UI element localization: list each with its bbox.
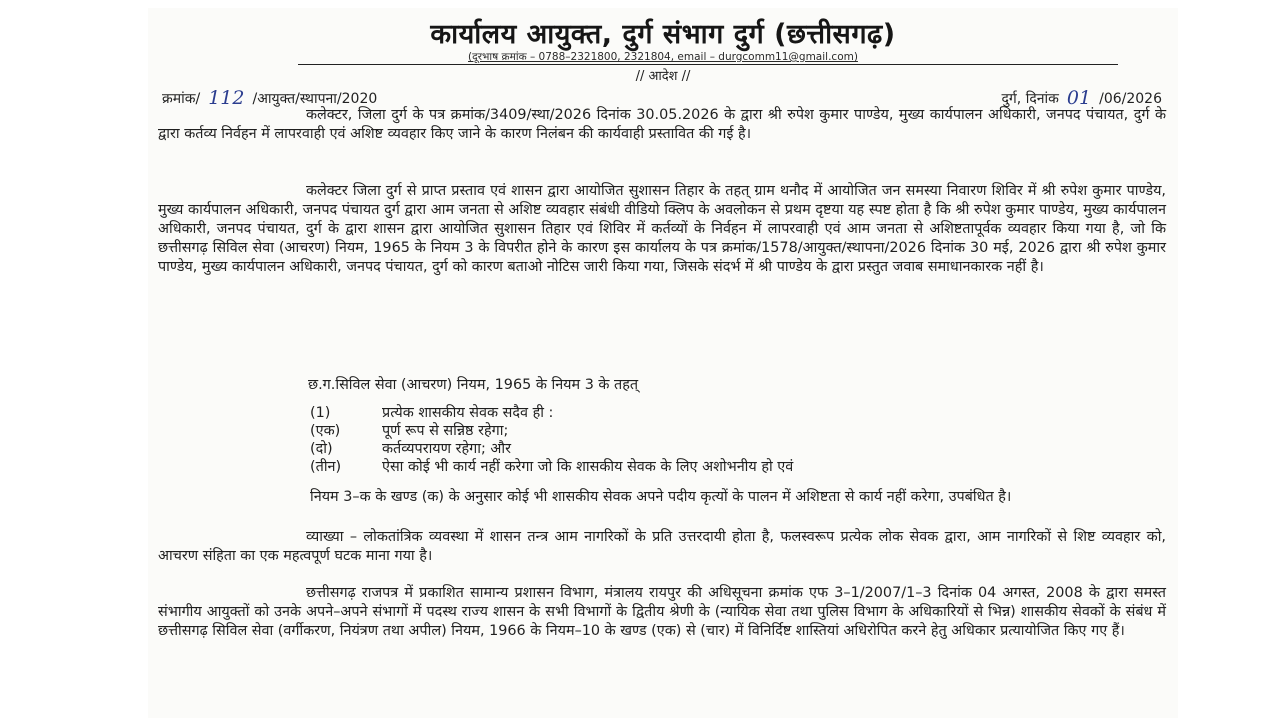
paragraph-2: कलेक्टर जिला दुर्ग से प्राप्त प्रस्ताव एवं शासन द्वारा आयोजित सुशासन तिहार के तहत् ग्राम थनौद में आयोजित जन समस्या निवारण शिविर में श्री रुपेश कुमार पाण्डेय, मुख्य कार्यपालन अधिकारी, जनपद पंचायत दुर्ग द्वारा आम जनता से अशिष्ट व्यवहार संबंधी वीडियो क्लिप के अवलोकन से प्रथम दृष्टया यह स्पष्ट होता है कि श्री रुपेश कुमार पाण्डेय, मुख्य कार्यपालन अधिकारी, जनपद पंचायत, दुर्ग के द्वारा शासन द्वारा आयोजित सुशासन तिहार एवं शिविर में कर्तव्यों के निर्वहन में लापरवाही एवं आम जनता से अशिष्टतापूर्वक व्यवहार किया गया है, जो कि छत्तीसगढ़ सिविल सेवा (आचरण) नियम, 1965 के नियम 3 के विपरीत होने के कारण इस कार्यालय के पत्र क्रमांक/1578/आयुक्त/स्थापना/2026 दिनांक 30 मई, 2026 द्वारा श्री रुपेश कुमार पाण्डेय, मुख्य कार्यपालन अधिकारी, जनपद पंचायत, दुर्ग को कारण बताओ नोटिस जारी किया गया, जिसके संदर्भ में श्री पाण्डेय के द्वारा प्रस्तुत जवाब समाधानकारक नहीं है। bbox=[158, 183, 1166, 275]
reference-suffix: /आयुक्त/स्थापना/2020 bbox=[252, 91, 378, 107]
rule-item-text: कर्तव्यपरायण रहेगा; और bbox=[382, 441, 512, 457]
handwritten-date-day: 01 bbox=[1066, 87, 1092, 109]
rule-item-text: प्रत्येक शासकीय सेवक सदैव ही : bbox=[382, 405, 554, 421]
rule-intro: छ.ग.सिविल सेवा (आचरण) नियम, 1965 के नियम 3 के तहत् bbox=[308, 377, 639, 393]
rule-item-number: (दो) bbox=[310, 441, 333, 457]
paragraph-notification: छत्तीसगढ़ राजपत्र में प्रकाशित सामान्य प्रशासन विभाग, मंत्रालय रायपुर की अधिसूचना क्रमांक एफ 3–1/2007/1–3 दिनांक 04 अगस्त, 2008 के द्वारा समस्त संभागीय आयुक्तों को उनके अपने–अपने संभागों में पदस्थ राज्य शासन के सभी विभागों के द्वितीय श्रेणी के (न्यायिक सेवा तथा पुलिस विभाग के अधिकारियों से भिन्न) शासकीय सेवकों के संबंध में छत्तीसगढ़ सिविल सेवा (वर्गीकरण, नियंत्रण तथा अपील) नियम, 1966 के नियम–10 के खण्ड (एक) से (चार) में विनिर्दिष्ट शास्तियां अधिरोपित करने हेतु अधिकार प्रत्यायोजित किए गए हैं। bbox=[158, 585, 1166, 639]
order-label: // आदेश // bbox=[635, 69, 691, 84]
header-divider bbox=[298, 64, 1118, 65]
rule-item-number: (एक) bbox=[310, 423, 341, 439]
date-prefix: दुर्ग, दिनांक bbox=[1001, 91, 1059, 107]
date-suffix: /06/2026 bbox=[1099, 91, 1162, 107]
rule-item-text: पूर्ण रूप से सन्निष्ठ रहेगा; bbox=[382, 423, 509, 439]
paragraph-1: कलेक्टर, जिला दुर्ग के पत्र क्रमांक/3409/स्था/2026 दिनांक 30.05.2026 के द्वारा श्री रुपेश कुमार पाण्डेय, मुख्य कार्यपालन अधिकारी, जनपद पंचायत, दुर्ग के द्वारा कर्तव्य निर्वहन में लापरवाही एवं अशिष्ट व्यवहार किए जाने के कारण निलंबन की कार्यवाही प्रस्तावित की गई है। bbox=[158, 107, 1166, 142]
rule-3k-text: नियम 3–क के खण्ड (क) के अनुसार कोई भी शासकीय सेवक अपने पदीय कृत्यों के पालन में अशिष्टता से कार्य नहीं करेगा, उपबंधित है। bbox=[310, 489, 1012, 505]
document-page bbox=[148, 8, 1178, 718]
rule-item-text: ऐसा कोई भी कार्य नहीं करेगा जो कि शासकीय सेवक के लिए अशोभनीय हो एवं bbox=[382, 459, 794, 475]
paragraph-explanation: व्याख्या – लोकतांत्रिक व्यवस्था में शासन तन्त्र आम नागरिकों के प्रति उत्तरदायी होता है, फलस्वरूप प्रत्येक लोक सेवक द्वारा, आम नागरिकों से शिष्ट व्यवहार को, आचरण संहिता का एक महत्वपूर्ण घटक माना गया है। bbox=[158, 529, 1166, 564]
reference-number bbox=[162, 86, 377, 108]
reference-prefix: क्रमांक/ bbox=[162, 91, 201, 107]
office-title: कार्यालय आयुक्त, दुर्ग संभाग दुर्ग (छत्तीसगढ़) bbox=[430, 19, 896, 50]
contact-line: (दूरभाष क्रमांक – 0788–2321800, 2321804, email – durgcomm11@gmail.com) bbox=[468, 51, 858, 63]
rule-item-number: (तीन) bbox=[310, 459, 342, 475]
handwritten-reference-number: 112 bbox=[208, 87, 245, 109]
rule-item-number: (1) bbox=[310, 405, 331, 421]
reference-date bbox=[1001, 86, 1162, 108]
reference-line bbox=[162, 84, 1162, 108]
